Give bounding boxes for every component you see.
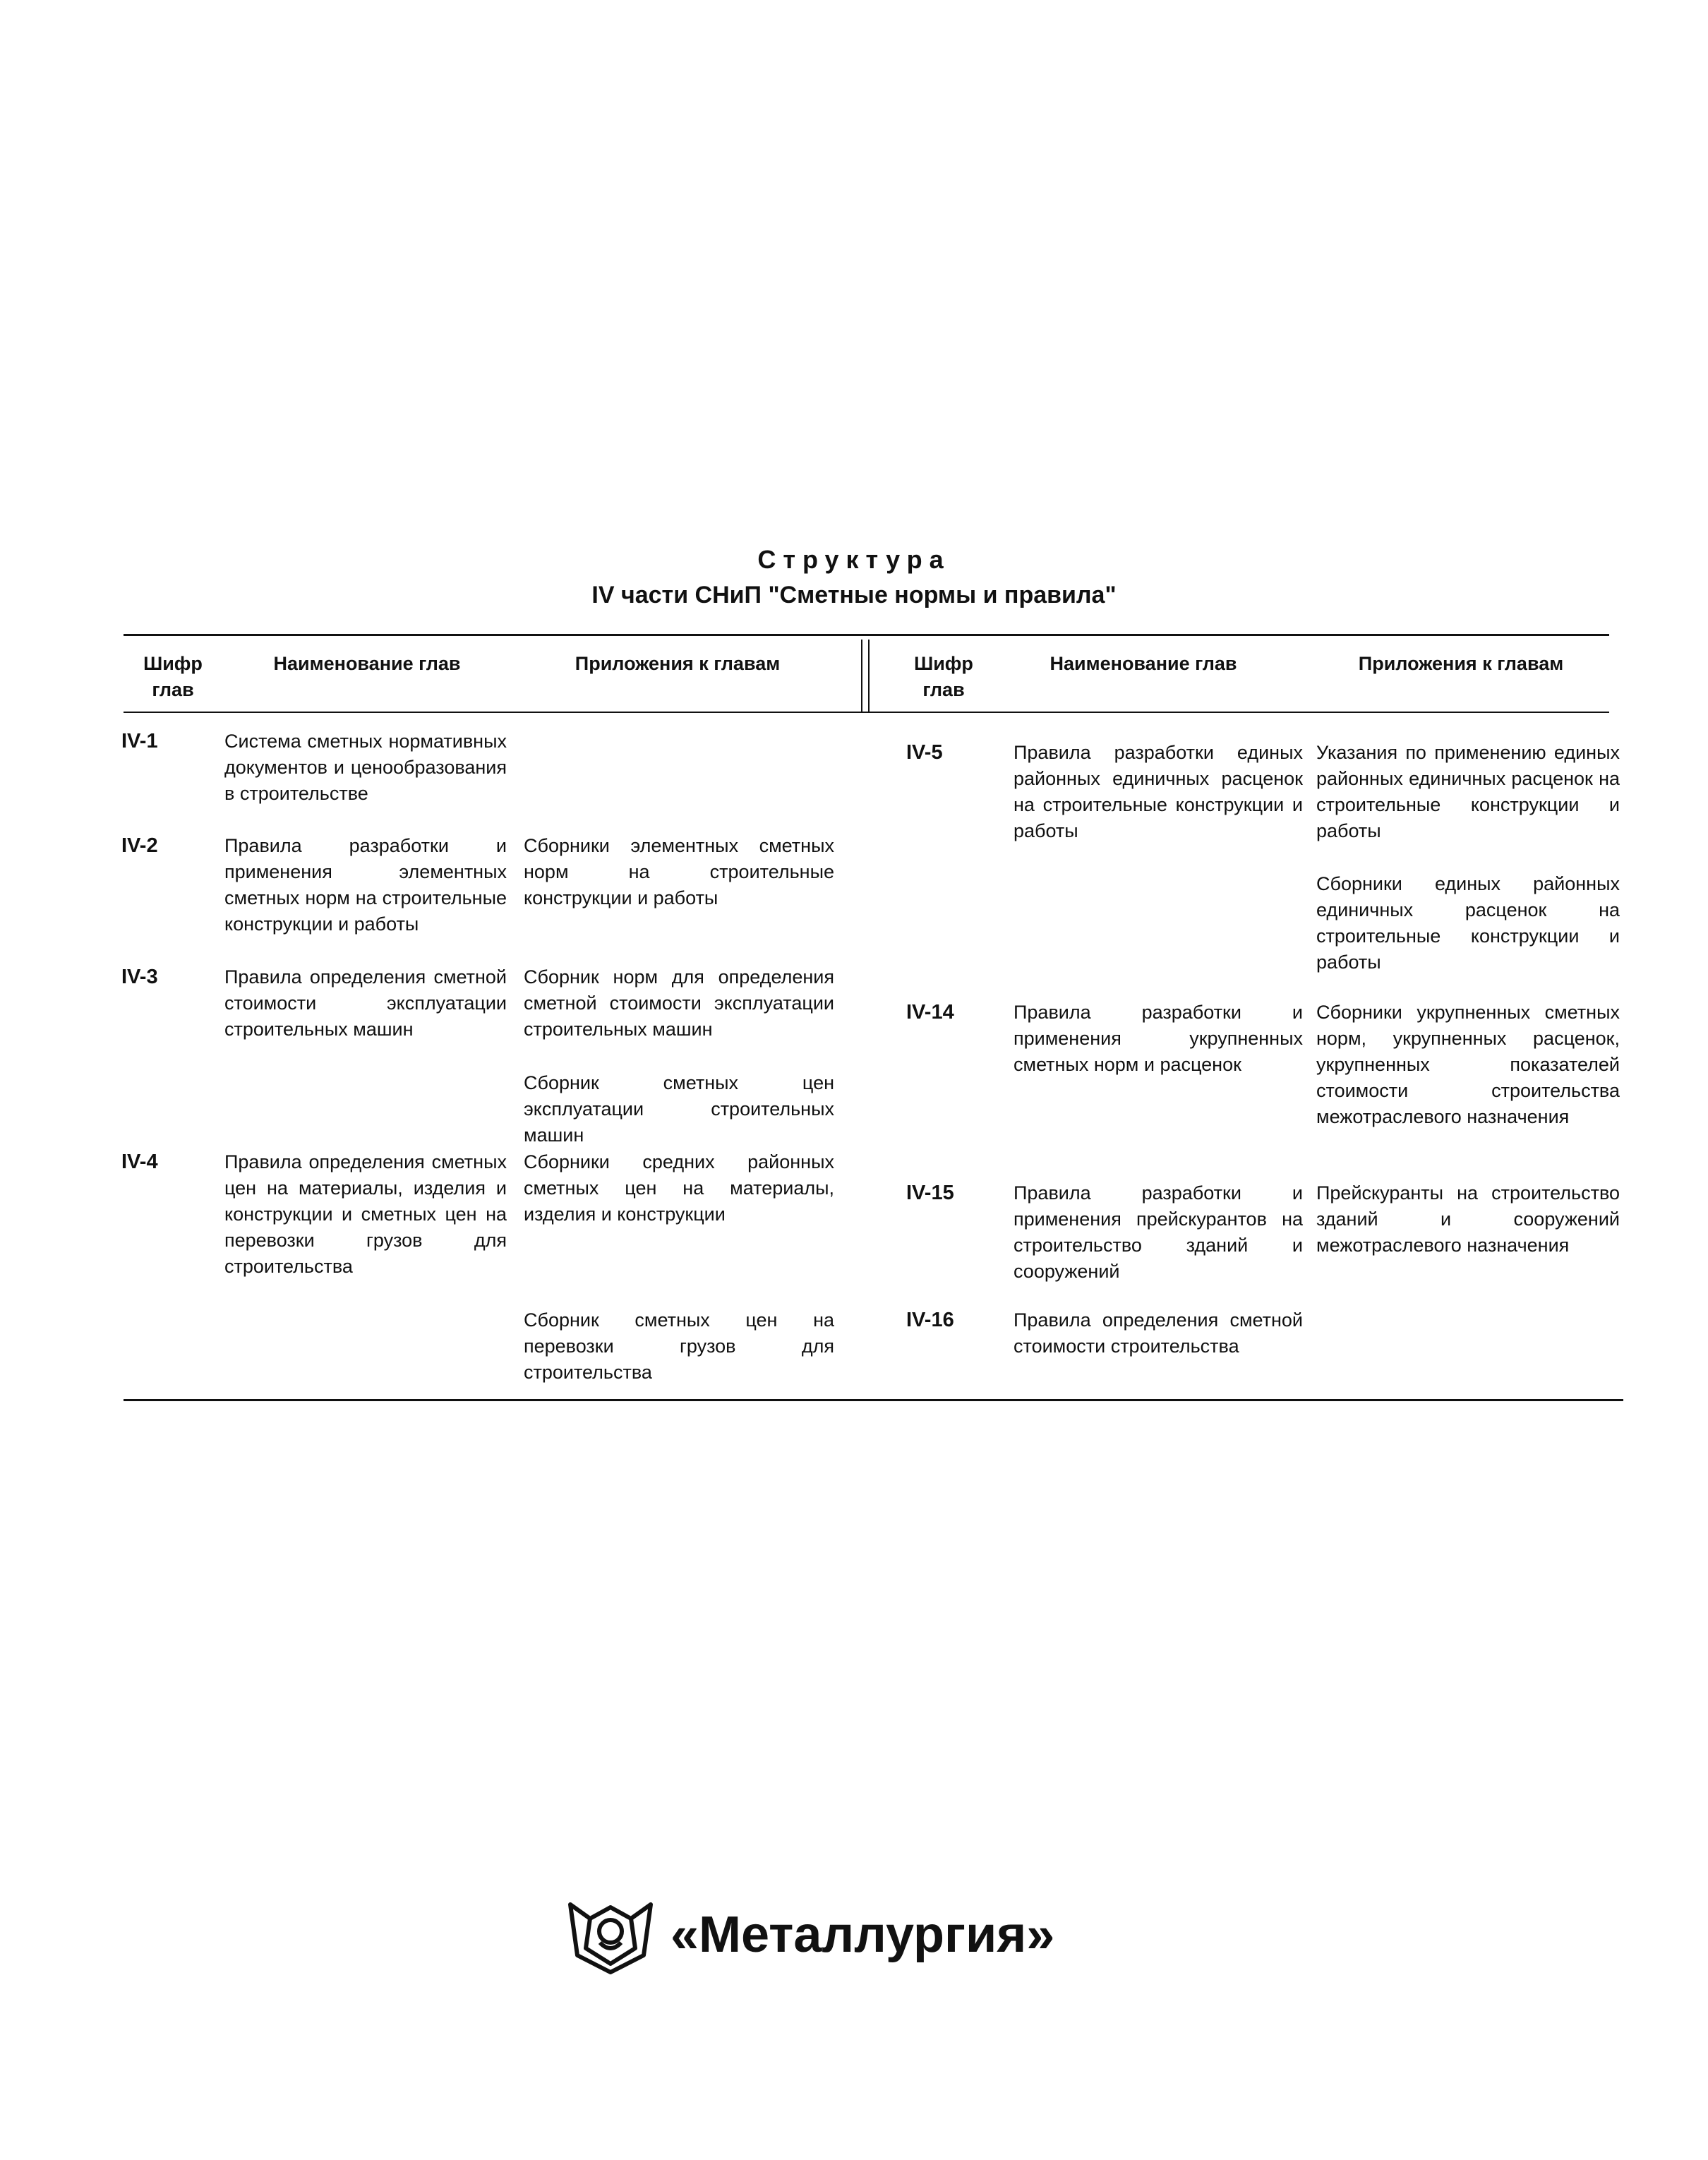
chapter-appendix: Сборник сметных цен на перевозки грузов для строительства bbox=[524, 1309, 834, 1383]
chapter-name: Правила разработки и применения прейскурантов на строительство зданий и сооружений bbox=[1014, 1182, 1303, 1282]
chapter-appendix: Указания по применению единых районных единичных расценок на строительные конструкции и работы bbox=[1316, 742, 1620, 841]
chapter-appendix: Сборник сметных цен эксплуатации строительных машин bbox=[524, 1072, 834, 1146]
header-appendix: Приложения к главам bbox=[1358, 653, 1564, 674]
publisher-name: «Металлургия» bbox=[670, 1907, 1055, 1963]
column-divider-double bbox=[861, 640, 862, 713]
chapter-name: Правила определения сметных цен на материалы, изделия и конструкции и сметных цен на перевозки грузов для строительства bbox=[224, 1151, 507, 1277]
chapter-code: IV-2 bbox=[121, 834, 158, 857]
header-name: Наименование глав bbox=[1050, 653, 1237, 674]
table-top-rule bbox=[124, 634, 1609, 636]
publisher-logo bbox=[565, 1892, 1270, 1991]
header-appendix: Приложения к главам bbox=[575, 653, 781, 674]
chapter-appendix: Сборник норм для определения сметной стоимости эксплуатации строительных машин bbox=[524, 966, 834, 1040]
title-line-2: IV части СНиП "Сметные нормы и правила" bbox=[591, 582, 1117, 608]
header-code: Шифр глав bbox=[914, 653, 973, 700]
chapter-code: IV-1 bbox=[121, 730, 158, 752]
title-line-1: Структура bbox=[757, 545, 951, 574]
chapter-name: Система сметных нормативных документов и ценообразования в строительстве bbox=[224, 731, 507, 804]
column-divider-double bbox=[868, 640, 870, 713]
chapter-name: Правила разработки единых районных единичных расценок на строительные конструкции и работы bbox=[1014, 742, 1303, 841]
chapter-code: IV-4 bbox=[121, 1151, 158, 1173]
chapter-appendix: Сборники элементных сметных норм на строительные конструкции и работы bbox=[524, 835, 834, 908]
chapter-code: IV-14 bbox=[906, 1001, 954, 1024]
header-name: Наименование глав bbox=[273, 653, 461, 674]
chapter-appendix: Сборники укрупненных сметных норм, укрупненных расценок, укрупненных показателей стоимости строительства межотраслевого назначения bbox=[1316, 1002, 1620, 1127]
metallurgia-logo-icon bbox=[565, 1899, 656, 1976]
table-header-rule bbox=[124, 712, 1609, 713]
chapter-name: Правила разработки и применения элементных сметных норм на строительные конструкции и работы bbox=[224, 835, 507, 935]
chapter-appendix: Прейскуранты на строительство зданий и сооружений межотраслевого назначения bbox=[1316, 1182, 1620, 1256]
chapter-code: IV-15 bbox=[906, 1182, 954, 1204]
chapter-name: Правила разработки и применения укрупненных сметных норм и расценок bbox=[1014, 1002, 1303, 1075]
chapter-name: Правила определения сметной стоимости эксплуатации строительных машин bbox=[224, 966, 507, 1040]
chapter-appendix: Сборники средних районных сметных цен на материалы, изделия и конструкции bbox=[524, 1151, 834, 1225]
header-code: Шифр глав bbox=[143, 653, 203, 700]
table-bottom-rule bbox=[124, 1399, 1623, 1401]
chapter-code: IV-3 bbox=[121, 966, 158, 988]
chapter-code: IV-5 bbox=[906, 741, 943, 764]
chapter-name: Правила определения сметной стоимости строительства bbox=[1014, 1309, 1303, 1357]
chapter-appendix: Сборники единых районных единичных расценок на строительные конструкции и работы bbox=[1316, 873, 1620, 973]
chapter-code: IV-16 bbox=[906, 1309, 954, 1331]
